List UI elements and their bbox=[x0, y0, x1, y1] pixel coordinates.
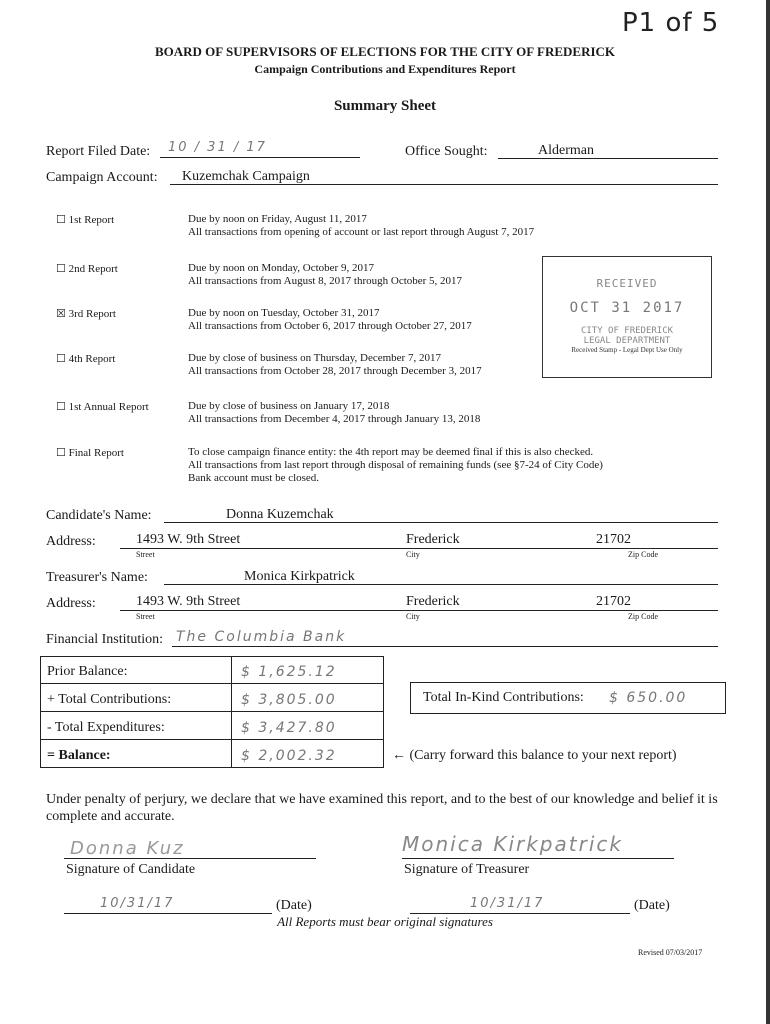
candidate-signature-line bbox=[64, 858, 316, 859]
report-annual-desc: Due by close of business on January 17, 2018 All transactions from December 4, 2017 through January 13, 2018 bbox=[188, 400, 481, 425]
report-3-desc: Due by noon on Tuesday, October 31, 2017 All transactions from October 6, 2017 through October 27, 2017 bbox=[188, 307, 472, 332]
balances-table bbox=[40, 656, 384, 768]
total-contributions-label: + Total Contributions: bbox=[47, 692, 172, 707]
balance-label: = Balance: bbox=[47, 748, 111, 763]
total-expenditures-field[interactable]: $ 3,427.80 bbox=[241, 720, 337, 736]
treasurer-signature[interactable]: Monica Kirkpatrick bbox=[402, 832, 623, 856]
candidate-date-label: (Date) bbox=[276, 898, 312, 913]
office-sought-label: Office Sought: bbox=[405, 144, 488, 159]
in-kind-field[interactable]: $ 650.00 bbox=[609, 690, 688, 706]
treasurer-name-field[interactable]: Monica Kirkpatrick bbox=[164, 569, 718, 585]
candidate-name-label: Candidate's Name: bbox=[46, 508, 152, 523]
total-expenditures-label: - Total Expenditures: bbox=[47, 720, 165, 735]
page-title: Summary Sheet bbox=[333, 98, 437, 114]
treasurer-address-label: Address: bbox=[46, 596, 96, 611]
report-2-checkbox[interactable]: ☐ 2nd Report bbox=[56, 263, 118, 275]
report-filed-date-field[interactable]: 10 / 31 / 17 bbox=[160, 140, 360, 158]
treasurer-date-field[interactable]: 10/31/17 bbox=[410, 896, 630, 914]
report-3-checkbox[interactable]: ☒ 3rd Report bbox=[56, 308, 116, 320]
received-stamp-box bbox=[542, 256, 712, 378]
report-2-desc: Due by noon on Monday, October 9, 2017 All transactions from August 8, 2017 through October 5, 2017 bbox=[188, 262, 463, 287]
row-line-1 bbox=[41, 683, 383, 684]
campaign-account-field[interactable]: Kuzemchak Campaign bbox=[170, 169, 718, 185]
treasurer-zip-field[interactable]: 21702 bbox=[596, 594, 631, 609]
page-number-mark: P1 of 5 bbox=[622, 8, 720, 38]
candidate-street-field[interactable]: 1493 W. 9th Street bbox=[136, 532, 241, 547]
stamp-office-2: LEGAL DEPARTMENT bbox=[583, 336, 671, 346]
candidate-zip-sublabel: Zip Code bbox=[628, 550, 658, 559]
page-edge bbox=[766, 0, 770, 1024]
final-report-desc: To close campaign finance entity: the 4th report may be deemed final if this is also checked. All transactions from last report through disposal of remaining funds (see §7-24 of City Code) Bank account must be closed. bbox=[188, 446, 603, 484]
report-4-desc: Due by close of business on Thursday, December 7, 2017 All transactions from October 28, 2017 through December 3, 2017 bbox=[188, 352, 482, 377]
campaign-account-label: Campaign Account: bbox=[46, 170, 158, 185]
treasurer-date-label: (Date) bbox=[634, 898, 670, 913]
prior-balance-field[interactable]: $ 1,625.12 bbox=[241, 664, 337, 680]
financial-institution-label: Financial Institution: bbox=[46, 632, 164, 647]
report-1-checkbox[interactable]: ☐ 1st Report bbox=[56, 214, 115, 226]
treasurer-signature-label: Signature of Treasurer bbox=[404, 862, 530, 877]
office-sought-field[interactable]: Alderman bbox=[498, 143, 718, 159]
candidate-zip-field[interactable]: 21702 bbox=[596, 532, 631, 547]
treasurer-name-label: Treasurer's Name: bbox=[46, 570, 148, 585]
candidate-city-sublabel: City bbox=[406, 550, 420, 559]
carry-forward-note: ← (Carry forward this balance to your next report) bbox=[392, 748, 677, 763]
report-1-desc: Due by noon on Friday, August 11, 2017 All transactions from opening of account or last report through August 7, 2017 bbox=[188, 213, 535, 238]
revised-date: Revised 07/03/2017 bbox=[638, 948, 703, 957]
balance-field[interactable]: $ 2,002.32 bbox=[241, 748, 337, 764]
candidate-signature-label: Signature of Candidate bbox=[66, 862, 196, 877]
prior-balance-label: Prior Balance: bbox=[47, 664, 128, 679]
candidate-signature[interactable]: Donna Kuz bbox=[70, 838, 185, 859]
treasurer-city-field[interactable]: Frederick bbox=[406, 594, 460, 609]
candidate-name-field[interactable]: Donna Kuzemchak bbox=[164, 507, 718, 523]
row-line-2 bbox=[41, 711, 383, 712]
stamp-date: OCT 31 2017 bbox=[569, 300, 685, 316]
balances-divider bbox=[231, 657, 232, 767]
candidate-city-field[interactable]: Frederick bbox=[406, 532, 460, 547]
treasurer-street-sublabel: Street bbox=[136, 612, 155, 621]
in-kind-box bbox=[410, 682, 726, 714]
candidate-date-field[interactable]: 10/31/17 bbox=[64, 896, 272, 914]
treasurer-zip-sublabel: Zip Code bbox=[628, 612, 658, 621]
in-kind-label: Total In-Kind Contributions: bbox=[423, 690, 584, 705]
signature-note: All Reports must bear original signatures bbox=[277, 914, 493, 929]
candidate-street-sublabel: Street bbox=[136, 550, 155, 559]
declaration-text: Under penalty of perjury, we declare that we have examined this report, and to the best of our knowledge and belief it is complete and accurate. bbox=[46, 792, 718, 824]
financial-institution-field[interactable]: The Columbia Bank bbox=[172, 629, 718, 647]
candidate-address-label: Address: bbox=[46, 534, 96, 549]
stamp-office-1: CITY OF FREDERICK bbox=[580, 326, 674, 336]
board-title: BOARD OF SUPERVISORS OF ELECTIONS FOR THE CITY OF FREDERICK bbox=[154, 44, 616, 59]
report-filed-label: Report Filed Date: bbox=[46, 144, 151, 159]
total-contributions-field[interactable]: $ 3,805.00 bbox=[241, 692, 337, 708]
treasurer-street-field[interactable]: 1493 W. 9th Street bbox=[136, 594, 241, 609]
row-line-3 bbox=[41, 739, 383, 740]
report-subtitle: Campaign Contributions and Expenditures Report bbox=[254, 62, 516, 76]
final-report-checkbox[interactable]: ☐ Final Report bbox=[56, 447, 124, 459]
treasurer-signature-line bbox=[402, 858, 674, 859]
stamp-received: RECEIVED bbox=[596, 277, 658, 290]
report-4-checkbox[interactable]: ☐ 4th Report bbox=[56, 353, 116, 365]
treasurer-city-sublabel: City bbox=[406, 612, 420, 621]
report-annual-checkbox[interactable]: ☐ 1st Annual Report bbox=[56, 401, 149, 413]
stamp-caption: Received Stamp - Legal Dept Use Only bbox=[571, 346, 683, 354]
